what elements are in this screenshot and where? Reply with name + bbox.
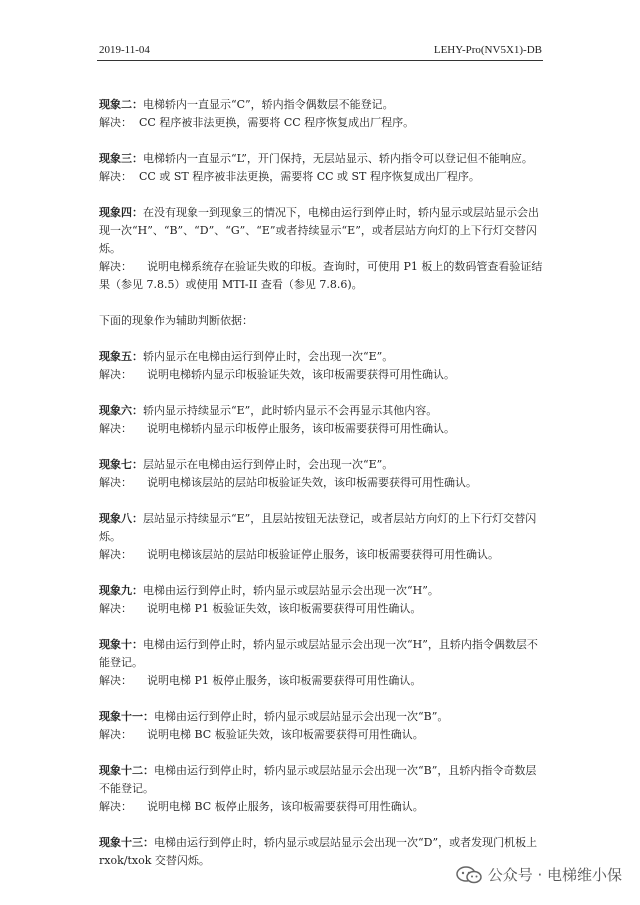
symptom-text: 电梯由运行到停止时，轿内显示或层站显示会出现一次“H”。	[143, 584, 439, 597]
document-body	[99, 96, 554, 870]
symptom-line	[99, 456, 554, 474]
paragraph-gap	[99, 816, 554, 834]
symptom-text: rxok/txok 交替闪烁。	[99, 854, 210, 867]
solution-text: 果（参见 7.8.5）或使用 MTI-II 查看（参见 7.8.6)。	[99, 278, 363, 291]
solution-text: 说明电梯系统存在验证失败的印板。查询时，可使用 P1 板上的数码管查看验证结	[147, 260, 543, 273]
solution-text: 说明电梯 BC 板停止服务，该印板需要获得可用性确认。	[147, 800, 424, 813]
paragraph-gap	[99, 492, 554, 510]
solution-label: 解决：	[99, 674, 132, 687]
symptom-label: 现象七：	[99, 458, 143, 471]
paragraph-gap	[99, 438, 554, 456]
solution-text: 说明电梯 BC 板验证失效，该印板需要获得可用性确认。	[147, 728, 424, 741]
solution-text: 说明电梯 P1 板停止服务，该印板需要获得可用性确认。	[147, 674, 422, 687]
solution-label: 解决：	[99, 728, 132, 741]
symptom-line	[99, 510, 554, 528]
solution-text: 说明电梯轿内显示印板验证失效，该印板需要获得可用性确认。	[147, 368, 455, 381]
paragraph-gap	[99, 132, 554, 150]
symptom-label: 现象五：	[99, 350, 143, 363]
symptom-line	[99, 654, 554, 672]
paragraph-gap	[99, 186, 554, 204]
solution-label: 解决：	[99, 548, 132, 561]
solution-text: 说明电梯该层站的层站印板验证停止服务，该印板需要获得可用性确认。	[147, 548, 499, 561]
symptom-line	[99, 348, 554, 366]
symptom-label: 现象三：	[99, 152, 143, 165]
symptom-text: 下面的现象作为辅助判断依据：	[99, 314, 253, 327]
symptom-line	[99, 636, 554, 654]
symptom-text: 电梯由运行到停止时，轿内显示或层站显示会出现一次“B”，且轿内指令奇数层	[154, 764, 537, 777]
symptom-label: 现象九：	[99, 584, 143, 597]
solution-line	[99, 258, 554, 276]
solution-label: 解决：	[99, 422, 132, 435]
solution-label: 解决：	[99, 800, 132, 813]
solution-text: 说明电梯轿内显示印板停止服务，该印板需要获得可用性确认。	[147, 422, 455, 435]
paragraph-gap	[99, 618, 554, 636]
symptom-text: 电梯由运行到停止时，轿内显示或层站显示会出现一次“H”，且轿内指令偶数层不	[143, 638, 538, 651]
symptom-label: 现象六：	[99, 404, 143, 417]
wechat-icon	[456, 866, 482, 884]
watermark	[456, 864, 622, 885]
symptom-label: 现象四：	[99, 206, 143, 219]
header-doc-id: LEHY-Pro(NV5X1)-DB	[433, 44, 542, 56]
paragraph-gap	[99, 330, 554, 348]
solution-line	[99, 276, 554, 294]
symptom-text: 电梯轿内一直显示“L”，开门保持，无层站显示、轿内指令可以登记但不能响应。	[143, 152, 533, 165]
symptom-line	[99, 762, 554, 780]
paragraph-gap	[99, 744, 554, 762]
symptom-text: 轿内显示持续显示“E”，此时轿内显示不会再显示其他内容。	[143, 404, 438, 417]
symptom-line	[99, 582, 554, 600]
solution-text: 说明电梯 P1 板验证失效，该印板需要获得可用性确认。	[147, 602, 422, 615]
paragraph-gap	[99, 384, 554, 402]
solution-label: 解决：	[99, 602, 132, 615]
symptom-text: 烁。	[99, 242, 121, 255]
symptom-label: 现象十三：	[99, 836, 154, 849]
watermark-text: 公众号 · 电梯维小保	[487, 866, 622, 884]
solution-line	[99, 672, 554, 690]
symptom-label: 现象二：	[99, 98, 143, 111]
solution-line	[99, 600, 554, 618]
symptom-line	[99, 240, 554, 258]
symptom-line	[99, 780, 554, 798]
symptom-line	[99, 96, 554, 114]
symptom-text: 电梯由运行到停止时，轿内显示或层站显示会出现一次“B”。	[154, 710, 449, 723]
symptom-line	[99, 402, 554, 420]
symptom-text: 不能登记。	[99, 782, 154, 795]
solution-line	[99, 798, 554, 816]
solution-label: 解决：	[99, 116, 132, 129]
paragraph-gap	[99, 690, 554, 708]
solution-label: 解决：	[99, 368, 132, 381]
solution-label: 解决：	[99, 476, 132, 489]
solution-label: 解决：	[99, 170, 132, 183]
symptom-line	[99, 312, 554, 330]
symptom-text: 轿内显示在电梯由运行到停止时，会出现一次“E”。	[143, 350, 394, 363]
symptom-text: 现一次“H”、“B”、“D”、“G”、“E”或者持续显示“E”，或者层站方向灯的上下行灯交替闪	[99, 224, 537, 237]
solution-line	[99, 168, 554, 186]
solution-label: 解决：	[99, 260, 132, 273]
symptom-line	[99, 708, 554, 726]
symptom-line	[99, 834, 554, 852]
symptom-line	[99, 222, 554, 240]
symptom-line	[99, 528, 554, 546]
paragraph-gap	[99, 294, 554, 312]
symptom-text: 层站显示在电梯由运行到停止时，会出现一次“E”。	[143, 458, 394, 471]
symptom-line	[99, 150, 554, 168]
symptom-text: 电梯轿内一直显示“C”，轿内指令偶数层不能登记。	[143, 98, 394, 111]
solution-line	[99, 366, 554, 384]
symptom-label: 现象十：	[99, 638, 143, 651]
solution-line	[99, 726, 554, 744]
solution-line	[99, 420, 554, 438]
solution-line	[99, 474, 554, 492]
symptom-label: 现象十二：	[99, 764, 154, 777]
solution-text: CC 程序被非法更换，需要将 CC 程序恢复成出厂程序。	[139, 116, 415, 129]
paragraph-gap	[99, 564, 554, 582]
header-date: 2019-11-04	[99, 44, 150, 56]
symptom-label: 现象十一：	[99, 710, 154, 723]
symptom-text: 电梯由运行到停止时，轿内显示或层站显示会出现一次“D”，或者发现门机板上	[154, 836, 538, 849]
symptom-text: 层站显示持续显示“E”，且层站按钮无法登记，或者层站方向灯的上下行灯交替闪	[143, 512, 537, 525]
solution-line	[99, 546, 554, 564]
solution-text: CC 或 ST 程序被非法更换，需要将 CC 或 ST 程序恢复成出厂程序。	[139, 170, 480, 183]
symptom-text: 烁。	[99, 530, 121, 543]
symptom-text: 能登记。	[99, 656, 143, 669]
symptom-line	[99, 204, 554, 222]
solution-text: 说明电梯该层站的层站印板验证失效，该印板需要获得可用性确认。	[147, 476, 477, 489]
header-rule	[97, 60, 543, 61]
solution-line	[99, 114, 554, 132]
symptom-text: 在没有现象一到现象三的情况下，电梯由运行到停止时，轿内显示或层站显示会出	[143, 206, 539, 219]
symptom-label: 现象八：	[99, 512, 143, 525]
